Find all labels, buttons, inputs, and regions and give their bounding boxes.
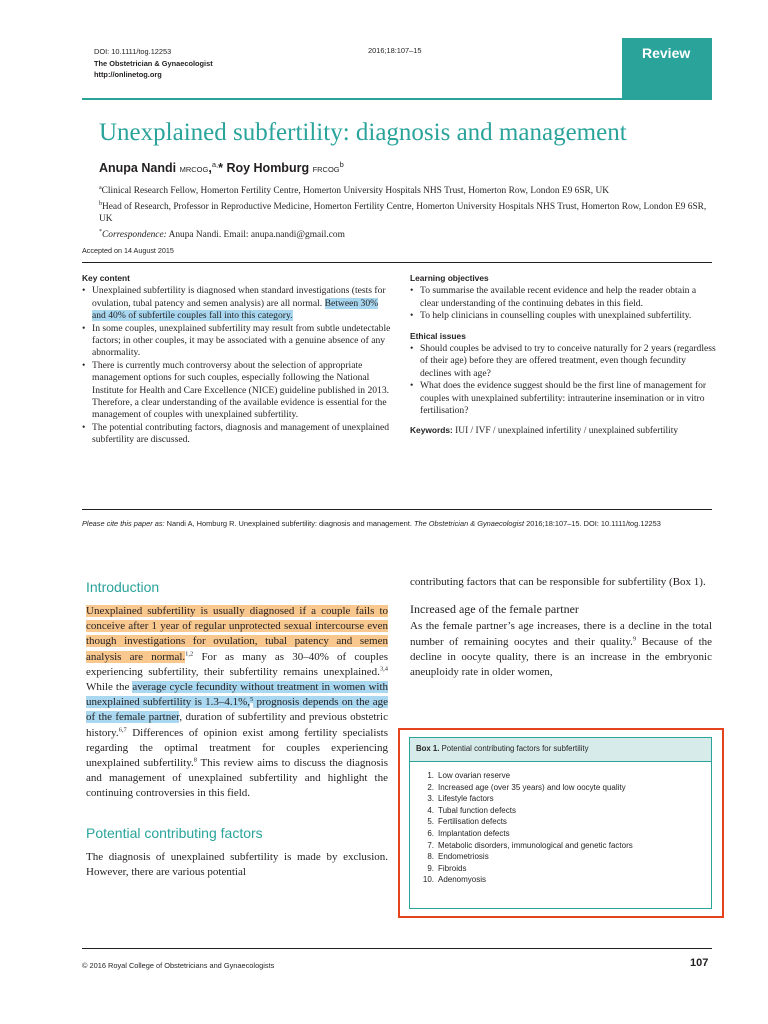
age-subheading: Increased age of the female partner — [410, 602, 579, 617]
journal-name: The Obstetrician & Gynaecologist — [94, 58, 213, 68]
author-2-name: Roy Homburg — [226, 161, 310, 176]
corresponding-mark: * — [218, 161, 223, 176]
key-content-section — [82, 272, 392, 447]
divider-bottom — [82, 509, 712, 510]
article-title: Unexplained subfertility: diagnosis and management — [99, 119, 627, 146]
list-item: 1. Low ovarian reserve — [427, 771, 511, 780]
highlight: Between 30% and 40% of subfertile couples fall into this category. — [92, 297, 379, 322]
issue-info: 2016;18:107–15 — [368, 46, 422, 55]
author-line: Anupa Nandi MRCOG,$^{a,}$* Roy Homburg FRCOG$^b$ — [99, 160, 344, 176]
page-number: 107 — [690, 957, 709, 969]
list-item: 8. Endometriosis — [427, 852, 489, 862]
factors-heading: Potential contributing factors — [86, 824, 263, 841]
list-item: • Should couples be advised to try to conceive naturally for 2 years (regardless of their age) before they are offered treatment, even though fecundity declines with age? — [410, 343, 716, 380]
list-item: • To summarise the available recent evidence and help the reader obtain a clear understanding of the continuing debates in this field. — [410, 285, 716, 310]
age-paragraph: As the female partner’s age increases, there is a decline in the total number of remaining oocytes and their quality.$^9$ Because of the decline in oocyte quality, there is an increase in the embryonic aneuploidy rate in older women, — [410, 620, 713, 679]
journal-header — [82, 38, 712, 100]
list-item: 10. Adenomyosis — [422, 875, 487, 885]
journal-meta — [94, 46, 213, 81]
copyright: © 2016 Royal College of Obstetricians and Gynaecologists — [82, 961, 275, 970]
keywords-label: Keywords: — [410, 425, 453, 436]
key-content-heading: Key content — [82, 273, 130, 283]
list-item: • There is currently much controversy about the selection of appropriate management options for such couples, especially following the National Institute for Health and Care Excellence (NICE) guideline published in 2013. Therefore, a clear understanding of the available evidence is essential for the management of couples with unexplained subfertility. — [82, 360, 392, 422]
doi-text: DOI: 10.1111/tog.12253 — [94, 47, 172, 56]
author-1-name: Anupa Nandi — [99, 161, 177, 176]
header-rule — [82, 98, 712, 100]
highlight: average cycle fecundity without treatment in women with unexplained subfertility is 1.3–4.1%, — [86, 681, 388, 709]
list-item: 5. Fertilisation defects — [427, 817, 507, 827]
list-item: 4. Tubal function defects — [427, 805, 516, 815]
list-item: • What does the evidence suggest should be the first line of management for couples with unexplained subfertility: intrauterine insemination or in vitro fertilisation? — [410, 380, 716, 417]
introduction-paragraph: Unexplained subfertility is usually diagnosed if a couple fails to conceive after 1 year of regular unprotected sexual intercourse even though investigations for ovulation, tubal patency and semen analysis are normal.$^{1,2}$ For as many as 30–40% of couples experiencing subfertility, their subfertility remains unexplained.$^{3,4}$ While the average cycle fecundity without treatment in women with unexplained subfertility is 1.3–4.1%,$^5$ prognosis depends on the age of the female partner, duration of subfertility and previous obstetric history.$^{6,7}$ Differences of opinion exist among fertility specialists regarding the optimal treatment for couples experiencing unexplained subfertility.$^8$ This review aims to discuss the diagnosis and management of unexplained subfertility and highlight the continuing controversies in this field. — [86, 605, 389, 800]
affiliation-a: $^a$Clinical Research Fellow, Homerton Fertility Centre, Homerton University Hospitals NHS Trust, Homerton Row, London E9 6SR, UK — [99, 185, 610, 197]
correspondence: *Correspondence: Anupa Nandi. Email: anupa.nandi@gmail.com — [99, 229, 345, 241]
factors-paragraph: The diagnosis of unexplained subfertility is made by exclusion. However, there are various potential — [86, 850, 388, 878]
ethical-issues-heading: Ethical issues — [410, 330, 466, 341]
introduction-heading: Introduction — [86, 579, 160, 595]
author-2-degree: FRCOG — [312, 165, 340, 175]
list-item: 9. Fibroids — [427, 863, 467, 873]
body-column-right — [410, 575, 712, 680]
article-type-label: Review — [642, 45, 691, 61]
author-1-degree: MRCOG — [179, 165, 209, 175]
accepted-date: Accepted on 14 August 2015 — [82, 246, 174, 255]
list-item: • Unexplained subfertility is diagnosed when standard investigations (tests for ovulation, tubal patency and semen analysis) are all normal. Between 30% and 40% of subfertile couples fall into this category. — [82, 285, 392, 322]
keywords-text: IUI / IVF / unexplained infertility / unexplained subfertility — [452, 426, 679, 437]
keywords — [410, 424, 716, 437]
ethical-issues-section — [410, 330, 716, 418]
body-column-left — [86, 578, 388, 880]
objectives-column — [410, 272, 716, 438]
journal-url[interactable]: http://onlinetog.org — [94, 70, 162, 79]
learning-objectives-section — [410, 272, 716, 323]
continuation-paragraph: contributing factors that can be responsible for subfertility (Box 1). — [410, 576, 706, 588]
footer-rule — [82, 948, 712, 949]
list-item: 2. Increased age (over 35 years) and low oocyte quality — [427, 782, 626, 792]
affiliation-b: $^b$Head of Research, Professor in Reproductive Medicine, Homerton Fertility Centre, Homerton University Hospitals NHS Trust, Homerton Row, London E9 6SR, UK — [99, 200, 707, 225]
list-item: 7. Metabolic disorders, immunological and genetic factors — [427, 840, 633, 850]
citation-note: Please cite this paper as: Nandi A, Homburg R. Unexplained subfertility: diagnosis and management. The Obstetrician & Gynaecologist 2016;18:107–15. DOI: 10.1111/tog.12253 — [82, 519, 661, 528]
box-caption: Box 1. Potential contributing factors for subfertility — [410, 738, 711, 762]
highlight: prognosis depends on the age of the female partner — [86, 696, 389, 724]
list-item: 3. Lifestyle factors — [427, 794, 494, 804]
list-item: • In some couples, unexplained subfertility may result from subtle undetectable factors; in other couples, it may be associated with a genuine absence of any abnormality. — [82, 323, 392, 360]
learning-objectives-heading: Learning objectives — [410, 273, 489, 283]
box-1 — [409, 737, 712, 909]
author-1-affil-mark: a, — [211, 160, 219, 169]
affiliations — [99, 182, 719, 242]
author-2-affil-mark: b — [339, 160, 344, 169]
highlight: Unexplained subfertility is usually diagnosed if a couple fails to conceive after 1 year of regular unprotected sexual intercourse even though investigations for ovulation, tubal patency and semen analysis are normal. — [86, 605, 388, 663]
key-content-list — [82, 285, 392, 446]
list-item: 6. Implantation defects — [427, 828, 510, 838]
divider-top — [82, 262, 712, 263]
list-item: • To help clinicians in counselling couples with unexplained subfertility. — [410, 310, 716, 322]
box-factor-list — [410, 762, 711, 886]
list-item: • The potential contributing factors, diagnosis and management of unexplained subfertility are discussed. — [82, 422, 392, 447]
